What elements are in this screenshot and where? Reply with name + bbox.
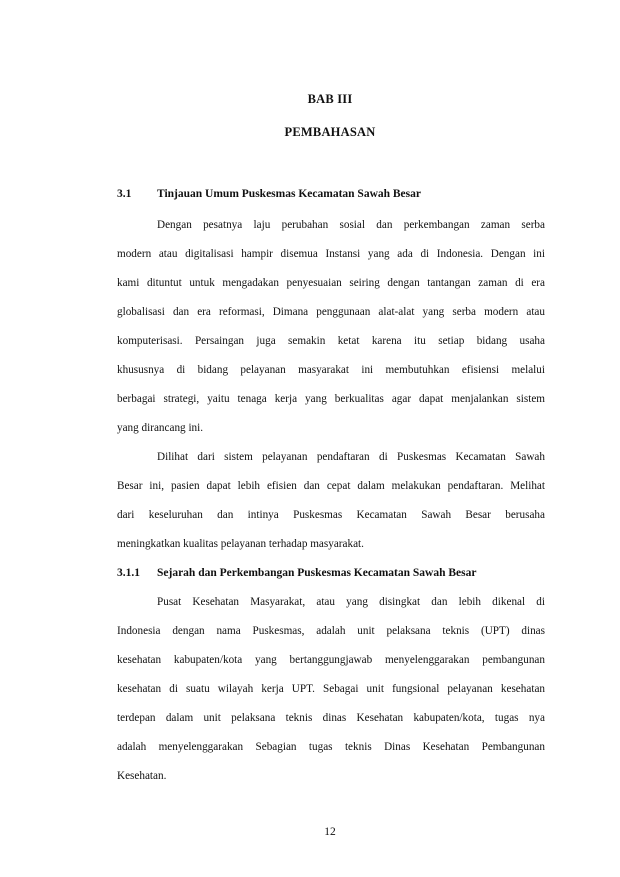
paragraph-line: kesehatan di suatu wilayah kerja UPT. Sebagai unit fungsional pelayanan kesehatan (117, 683, 545, 695)
paragraph-line: adalah menyelenggarakan Sebagian tugas teknis Dinas Kesehatan Pembangunan (117, 741, 545, 753)
paragraph-line: terdepan dalam unit pelaksana teknis dinas Kesehatan kabupaten/kota, tugas nya (117, 712, 545, 724)
section-title: Sejarah dan Perkembangan Puskesmas Kecamatan Sawah Besar (157, 567, 477, 579)
paragraph-line: Dilihat dari sistem pelayanan pendaftaran di Puskesmas Kecamatan Sawah (157, 451, 545, 463)
section-number: 3.1.1 (117, 567, 140, 579)
paragraph-line: komputerisasi. Persaingan juga semakin ketat karena itu setiap bidang usaha (117, 335, 545, 347)
section-title: Tinjauan Umum Puskesmas Kecamatan Sawah Besar (157, 188, 421, 200)
paragraph-line: kami dituntut untuk mengadakan penyesuaian seiring dengan tantangan zaman di era (117, 277, 545, 289)
paragraph-line: yang dirancang ini. (117, 422, 204, 434)
paragraph-line: khususnya di bidang pelayanan masyarakat ini membutuhkan efisiensi melalui (117, 364, 545, 376)
paragraph-line: dari keseluruhan dan intinya Puskesmas Kecamatan Sawah Besar berusaha (117, 509, 545, 521)
paragraph-line: globalisasi dan era reformasi, Dimana penggunaan alat-alat yang serba modern atau (117, 306, 545, 318)
paragraph-line: Besar ini, pasien dapat lebih efisien dan cepat dalam melakukan pendaftaran. Melihat (117, 480, 545, 492)
chapter-label: BAB III (307, 92, 353, 106)
paragraph-line: Pusat Kesehatan Masyarakat, atau yang disingkat dan lebih dikenal di (157, 596, 545, 608)
section-number: 3.1 (117, 188, 132, 200)
chapter-title: PEMBAHASAN (284, 125, 376, 139)
paragraph-line: berbagai strategi, yaitu tenaga kerja yang berkualitas agar dapat menjalankan sistem (117, 393, 545, 405)
paragraph-line: Dengan pesatnya laju perubahan sosial dan perkembangan zaman serba (157, 219, 545, 231)
paragraph-line: kesehatan kabupaten/kota yang bertanggungjawab menyelenggarakan pembangunan (117, 654, 545, 666)
paragraph-line: meningkatkan kualitas pelayanan terhadap masyarakat. (117, 538, 364, 550)
paragraph-line: Kesehatan. (117, 770, 167, 782)
paragraph-line: modern atau digitalisasi hampir disemua Instansi yang ada di Indonesia. Dengan ini (117, 248, 545, 260)
paragraph-line: Indonesia dengan nama Puskesmas, adalah unit pelaksana teknis (UPT) dinas (117, 625, 545, 637)
page-number: 12 (324, 826, 336, 838)
